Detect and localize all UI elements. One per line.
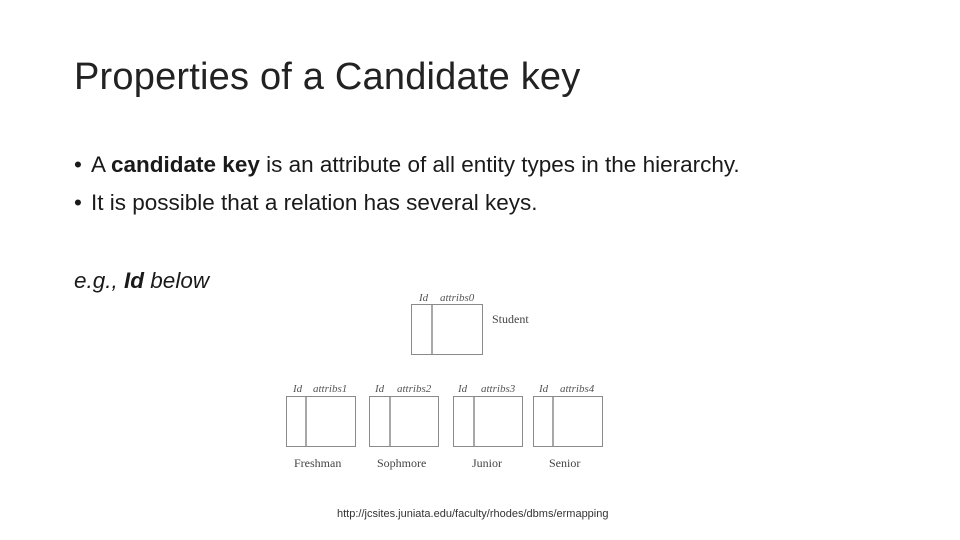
child-attr: attribs1 [313, 383, 348, 395]
key-divider [473, 397, 475, 446]
bullet-text-pre: A [91, 152, 112, 177]
example-pre: e.g., [74, 268, 125, 293]
parent-attr: attribs0 [440, 292, 475, 304]
bullet-glyph: • [74, 152, 82, 177]
child-entity-label: Sophmore [377, 456, 427, 470]
example-post: below [144, 268, 210, 293]
child-entity-box [369, 396, 439, 447]
example-bold: Id [124, 268, 145, 293]
child-key-attr: Id [458, 383, 468, 395]
bullet-text-pre: It is possible that a relation has several keys. [91, 190, 538, 215]
child-attr: attribs2 [397, 383, 432, 395]
bullet-glyph: • [74, 190, 82, 215]
parent-key-attr: Id [419, 292, 429, 304]
child-entity-box [286, 396, 356, 447]
child-entity-label: Junior [472, 456, 502, 470]
slide-title: Properties of a Candidate key [74, 56, 581, 98]
child-key-attr: Id [375, 383, 385, 395]
source-url: http://jcsites.juniata.edu/faculty/rhodes/dbms/ermapping [337, 508, 609, 520]
key-divider [552, 397, 554, 446]
parent-entity-label: Student [492, 312, 529, 326]
child-attr: attribs4 [560, 383, 595, 395]
child-entity-label: Senior [549, 456, 581, 470]
child-entity-label: Freshman [294, 456, 342, 470]
bullet-text-post: is an attribute of all entity types in the hierarchy. [259, 152, 740, 177]
child-key-attr: Id [293, 383, 303, 395]
child-key-attr: Id [539, 383, 549, 395]
key-divider [305, 397, 307, 446]
bullet-text-bold: candidate key [111, 152, 260, 177]
child-entity-box [453, 396, 523, 447]
key-divider [389, 397, 391, 446]
child-attr: attribs3 [481, 383, 516, 395]
child-entity-box [533, 396, 603, 447]
key-divider [431, 305, 433, 354]
parent-entity-box [411, 304, 483, 355]
